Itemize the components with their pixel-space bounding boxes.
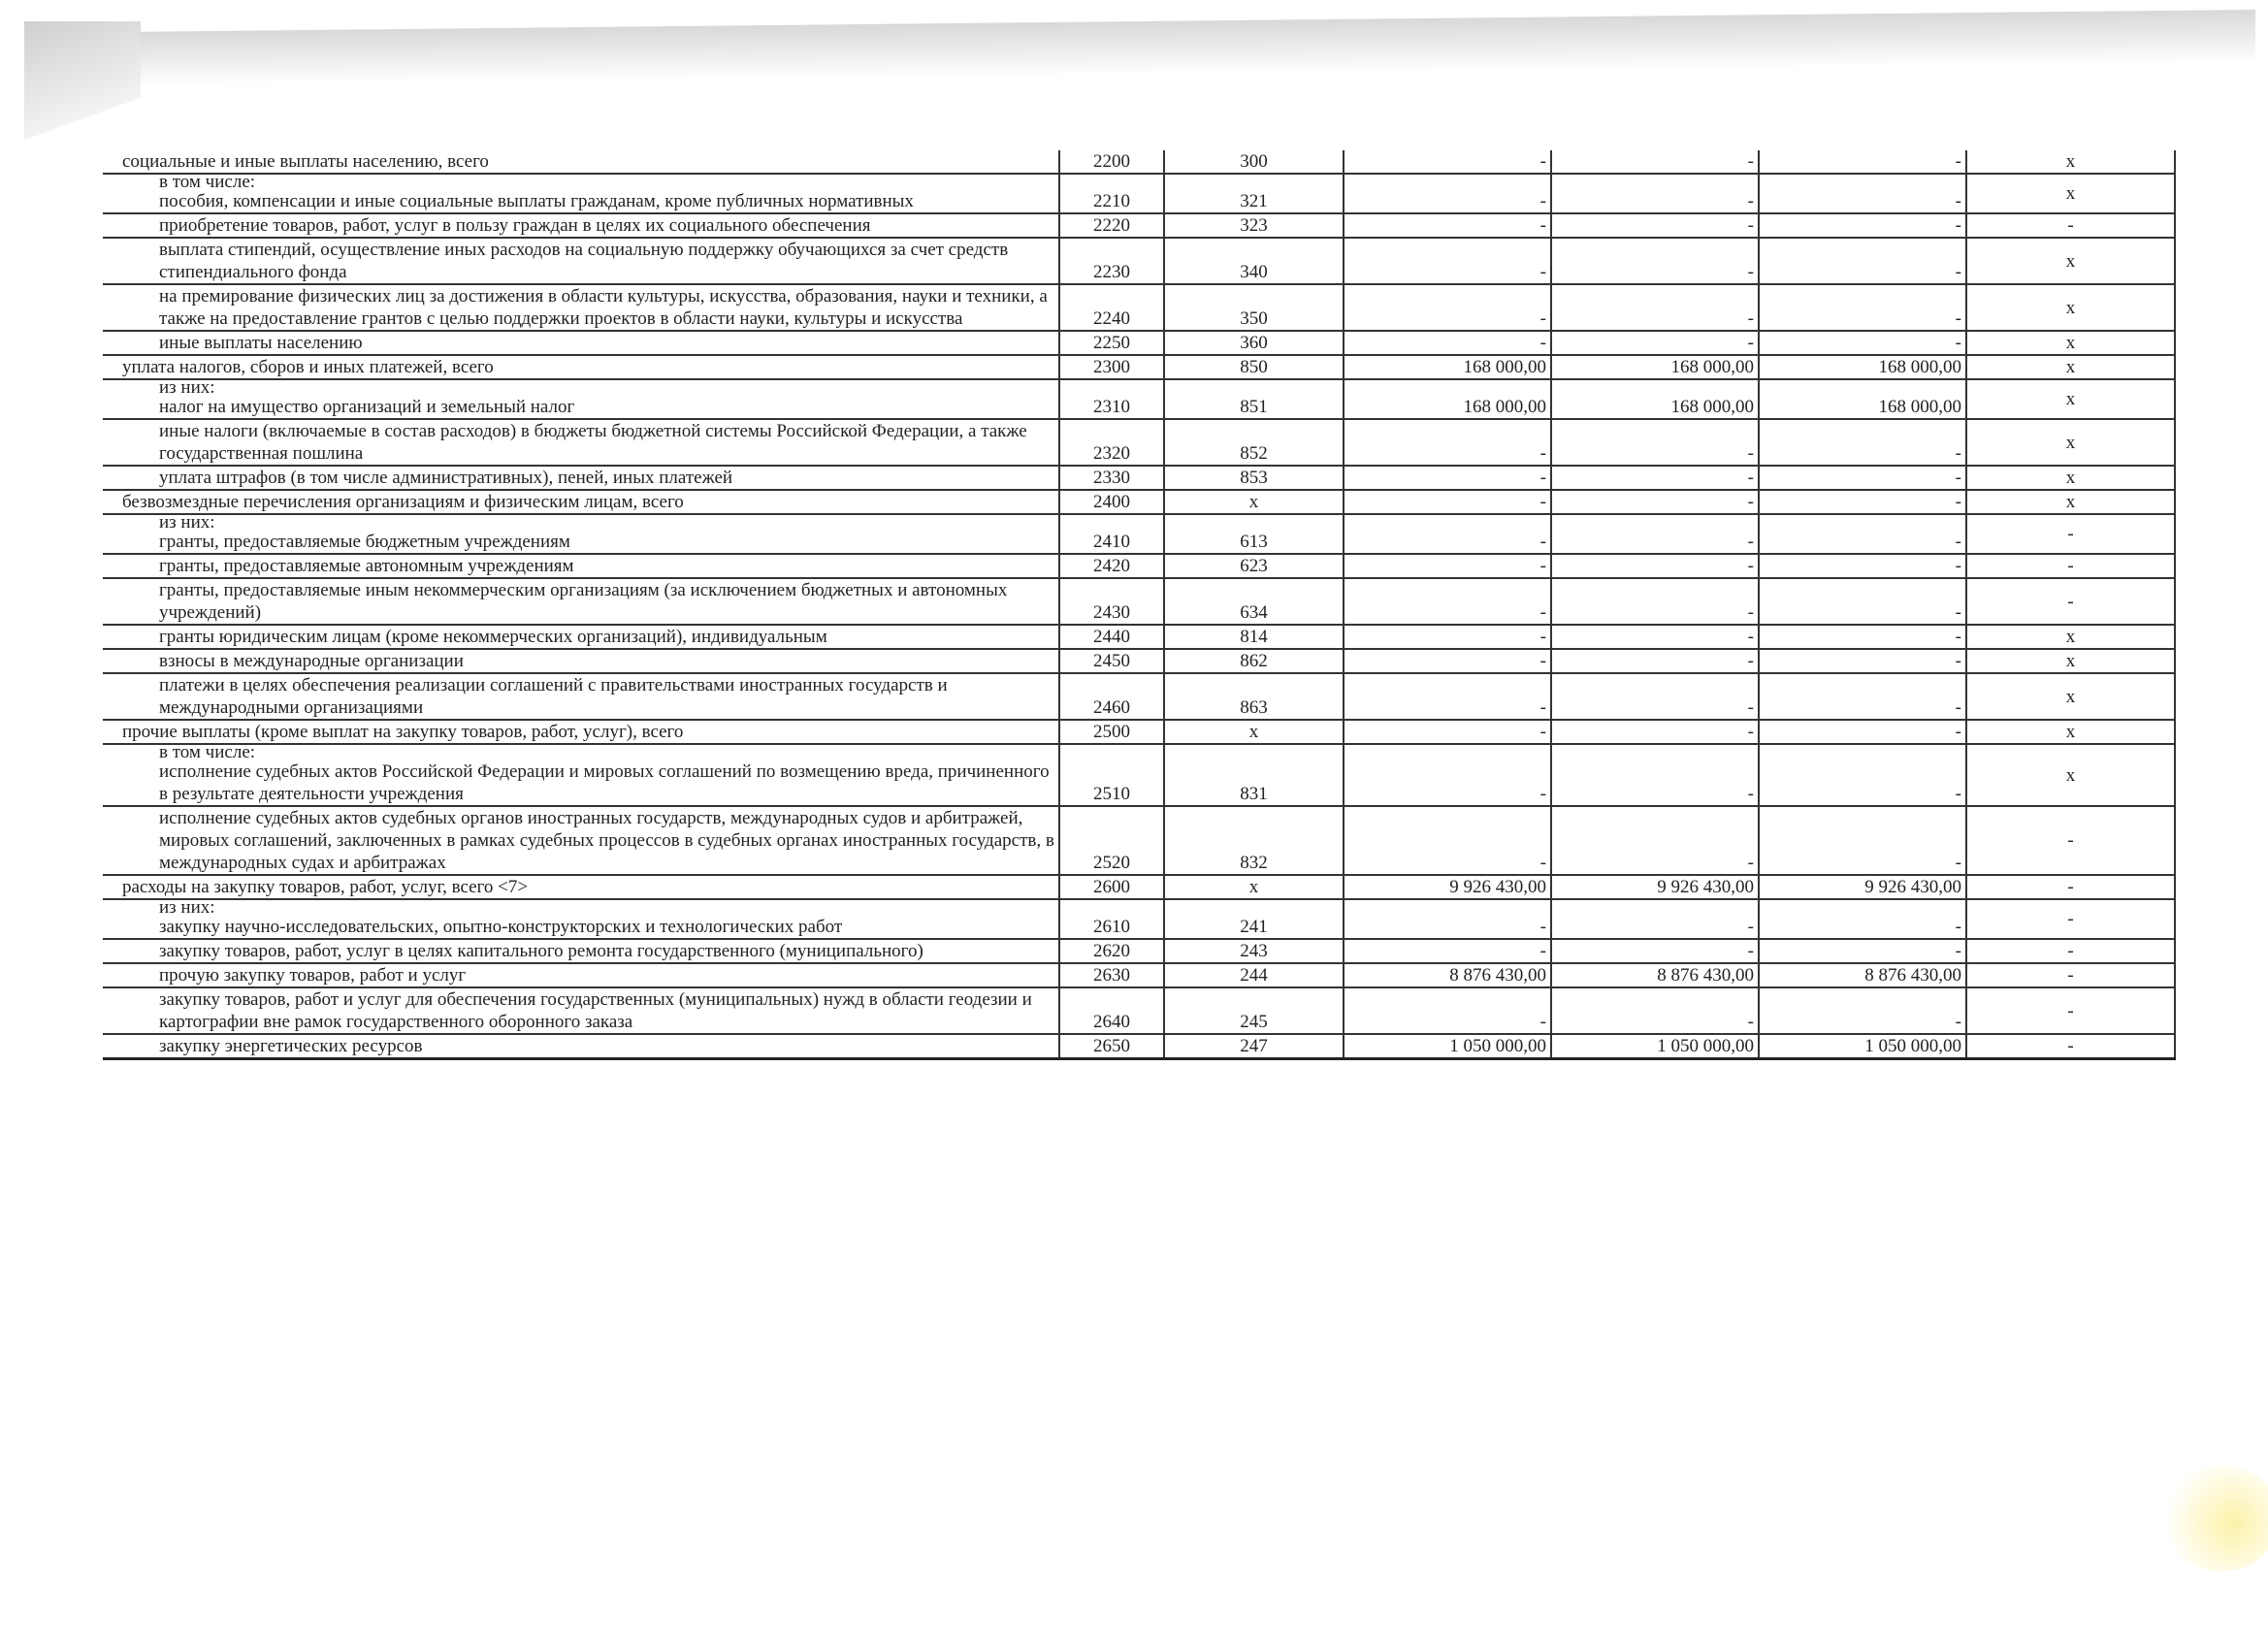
row-value-4-cell: - [1966,213,2175,238]
row-value-2-cell: 9 926 430,00 [1551,875,1759,899]
row-code-cell: 2300 [1059,355,1164,379]
row-prefix-label: в том числе: [159,174,256,192]
row-name-label: закупку товаров, работ и услуг для обеспечения государственных (муниципальных) нужд в области геодезии и картографии вне рамок государственного оборонного заказа [159,989,1032,1032]
row-kbk-cell: 350 [1164,284,1344,331]
row-value-2-cell: - [1551,987,1759,1034]
row-prefix-label: из них: [159,379,215,398]
row-value-1-cell: 168 000,00 [1344,355,1551,379]
row-value-4-cell: x [1966,625,2175,649]
row-name-cell [103,490,1059,514]
row-value-3-cell: - [1759,578,1966,625]
table-row [103,174,2175,213]
row-value-2-cell: - [1551,514,1759,554]
row-code-cell: 2220 [1059,213,1164,238]
row-code-cell: 2460 [1059,673,1164,720]
row-name-label: закупку энергетических ресурсов [159,1036,423,1056]
table-row [103,554,2175,578]
row-value-1-cell: - [1344,649,1551,673]
row-value-4-cell: - [1966,578,2175,625]
row-code-cell: 2450 [1059,649,1164,673]
table-row [103,514,2175,554]
row-value-3-cell: 9 926 430,00 [1759,875,1966,899]
row-value-3-cell: 168 000,00 [1759,355,1966,379]
row-kbk-cell: 623 [1164,554,1344,578]
row-value-4-cell: x [1966,466,2175,490]
row-value-2-cell: - [1551,625,1759,649]
table-row [103,466,2175,490]
row-value-2-cell: - [1551,806,1759,875]
table-row [103,939,2175,963]
row-value-3-cell: - [1759,899,1966,939]
row-name-cell [103,625,1059,649]
row-name-cell [103,150,1059,174]
row-value-3-cell: - [1759,720,1966,744]
table-row [103,720,2175,744]
row-name-cell [103,649,1059,673]
row-value-3-cell: 1 050 000,00 [1759,1034,1966,1059]
row-code-cell: 2240 [1059,284,1164,331]
row-name-cell [103,238,1059,284]
row-name-label: закупку товаров, работ, услуг в целях капитального ремонта государственного (муниципального) [159,941,923,961]
row-value-2-cell: - [1551,490,1759,514]
row-name-cell [103,554,1059,578]
row-value-1-cell: - [1344,939,1551,963]
row-name-cell [103,899,1059,939]
row-value-1-cell: - [1344,150,1551,174]
row-name-label: приобретение товаров, работ, услуг в пользу граждан в целях их социального обеспечения [159,215,871,236]
row-value-3-cell: - [1759,987,1966,1034]
row-value-2-cell: - [1551,939,1759,963]
row-name-cell [103,331,1059,355]
row-name-cell [103,379,1059,419]
row-value-1-cell: - [1344,490,1551,514]
row-value-1-cell: - [1344,174,1551,213]
row-value-3-cell: - [1759,213,1966,238]
row-value-1-cell: - [1344,419,1551,466]
row-value-4-cell: x [1966,150,2175,174]
row-value-4-cell: - [1966,554,2175,578]
row-code-cell: 2200 [1059,150,1164,174]
row-value-1-cell: 1 050 000,00 [1344,1034,1551,1059]
row-code-cell: 2440 [1059,625,1164,649]
row-value-1-cell: - [1344,466,1551,490]
row-code-cell: 2500 [1059,720,1164,744]
row-value-4-cell: x [1966,331,2175,355]
table-row [103,875,2175,899]
row-value-4-cell: - [1966,806,2175,875]
row-value-3-cell: - [1759,466,1966,490]
row-kbk-cell: 321 [1164,174,1344,213]
row-value-3-cell: - [1759,419,1966,466]
row-value-2-cell: 168 000,00 [1551,355,1759,379]
row-kbk-cell: x [1164,490,1344,514]
row-name-label: гранты, предоставляемые иным некоммерческим организациям (за исключением бюджетных и автономных учреждений) [159,580,1008,623]
row-name-cell [103,1034,1059,1059]
row-name-label: платежи в целях обеспечения реализации соглашений с правительствами иностранных государств и международными организациями [159,675,948,718]
row-value-3-cell: 8 876 430,00 [1759,963,1966,987]
row-code-cell: 2230 [1059,238,1164,284]
row-kbk-cell: 247 [1164,1034,1344,1059]
row-name-cell [103,514,1059,554]
row-value-1-cell: - [1344,987,1551,1034]
table-row [103,963,2175,987]
table-row [103,987,2175,1034]
row-name-cell [103,284,1059,331]
row-kbk-cell: 323 [1164,213,1344,238]
table-row [103,238,2175,284]
row-value-2-cell: - [1551,331,1759,355]
row-kbk-cell: 245 [1164,987,1344,1034]
row-value-2-cell: - [1551,238,1759,284]
scan-corner-shadow [24,21,141,147]
row-code-cell: 2310 [1059,379,1164,419]
row-value-2-cell: - [1551,673,1759,720]
row-value-3-cell: - [1759,174,1966,213]
row-value-4-cell: - [1966,899,2175,939]
row-value-2-cell: - [1551,720,1759,744]
row-value-2-cell: - [1551,466,1759,490]
row-value-1-cell: - [1344,806,1551,875]
row-name-label: закупку научно-исследовательских, опытно-конструкторских и технологических работ [159,917,843,937]
expenses-table-body [103,150,2175,1059]
row-code-cell: 2210 [1059,174,1164,213]
row-name-cell [103,419,1059,466]
row-value-1-cell: 9 926 430,00 [1344,875,1551,899]
row-value-1-cell: - [1344,554,1551,578]
row-name-label: пособия, компенсации и иные социальные выплаты гражданам, кроме публичных нормативных [159,191,914,211]
row-code-cell: 2510 [1059,744,1164,806]
table-row [103,578,2175,625]
row-code-cell: 2400 [1059,490,1164,514]
row-name-cell [103,987,1059,1034]
row-value-3-cell: - [1759,744,1966,806]
paper-stain [2163,1465,2268,1571]
row-name-label: налог на имущество организаций и земельный налог [159,397,575,417]
row-value-1-cell: - [1344,331,1551,355]
row-value-4-cell: - [1966,514,2175,554]
row-value-1-cell: - [1344,514,1551,554]
table-row [103,490,2175,514]
row-name-label: иные выплаты населению [159,333,363,353]
row-value-2-cell: 8 876 430,00 [1551,963,1759,987]
row-value-4-cell: - [1966,987,2175,1034]
row-value-2-cell: 1 050 000,00 [1551,1034,1759,1059]
row-kbk-cell: 814 [1164,625,1344,649]
row-value-4-cell: x [1966,490,2175,514]
row-code-cell: 2620 [1059,939,1164,963]
row-kbk-cell: 831 [1164,744,1344,806]
row-kbk-cell: x [1164,720,1344,744]
row-value-2-cell: - [1551,899,1759,939]
row-kbk-cell: 862 [1164,649,1344,673]
row-kbk-cell: 853 [1164,466,1344,490]
row-kbk-cell: 851 [1164,379,1344,419]
row-value-2-cell: - [1551,744,1759,806]
row-name-label: безвозмездные перечисления организациям и физическим лицам, всего [122,492,684,512]
row-name-label: иные налоги (включаемые в состав расходов) в бюджеты бюджетной системы Российской Федерации, а также государственная пошлина [159,421,1027,464]
row-code-cell: 2250 [1059,331,1164,355]
row-value-2-cell: - [1551,174,1759,213]
row-value-4-cell: x [1966,419,2175,466]
row-value-1-cell: - [1344,673,1551,720]
table-row [103,379,2175,419]
row-value-1-cell: - [1344,213,1551,238]
row-code-cell: 2610 [1059,899,1164,939]
row-name-label: прочие выплаты (кроме выплат на закупку товаров, работ, услуг), всего [122,722,684,742]
row-name-label: исполнение судебных актов Российской Федерации и мировых соглашений по возмещению вреда, причиненного в результате деятельности учреждения [159,761,1050,804]
row-name-label: гранты, предоставляемые автономным учреждениям [159,556,574,576]
row-kbk-cell: 613 [1164,514,1344,554]
row-value-4-cell: - [1966,939,2175,963]
row-code-cell: 2330 [1059,466,1164,490]
row-name-cell [103,213,1059,238]
row-kbk-cell: x [1164,875,1344,899]
row-value-4-cell: - [1966,1034,2175,1059]
row-name-label: прочую закупку товаров, работ и услуг [159,965,467,986]
row-name-cell [103,875,1059,899]
row-kbk-cell: 340 [1164,238,1344,284]
expenses-table [103,150,2176,1060]
row-name-cell [103,806,1059,875]
row-value-3-cell: - [1759,806,1966,875]
table-row [103,150,2175,174]
table-row [103,213,2175,238]
row-value-3-cell: - [1759,150,1966,174]
row-name-cell [103,744,1059,806]
row-value-4-cell: x [1966,649,2175,673]
row-name-cell [103,673,1059,720]
row-name-cell [103,963,1059,987]
row-value-1-cell: - [1344,578,1551,625]
row-kbk-cell: 300 [1164,150,1344,174]
row-code-cell: 2410 [1059,514,1164,554]
row-value-3-cell: - [1759,238,1966,284]
row-kbk-cell: 243 [1164,939,1344,963]
row-name-cell [103,578,1059,625]
row-name-label: уплата штрафов (в том числе административных), пеней, иных платежей [159,468,733,488]
row-kbk-cell: 244 [1164,963,1344,987]
row-name-cell [103,355,1059,379]
table-row [103,1034,2175,1059]
row-kbk-cell: 634 [1164,578,1344,625]
table-row [103,744,2175,806]
row-kbk-cell: 863 [1164,673,1344,720]
row-value-3-cell: - [1759,331,1966,355]
row-value-1-cell: 8 876 430,00 [1344,963,1551,987]
row-name-label: гранты юридическим лицам (кроме некоммерческих организаций), индивидуальным [159,627,827,647]
row-value-3-cell: - [1759,514,1966,554]
row-value-3-cell: - [1759,490,1966,514]
row-value-1-cell: - [1344,238,1551,284]
row-value-2-cell: - [1551,213,1759,238]
row-value-3-cell: - [1759,284,1966,331]
row-value-2-cell: - [1551,554,1759,578]
row-value-4-cell: x [1966,379,2175,419]
row-value-4-cell: x [1966,355,2175,379]
row-value-1-cell: 168 000,00 [1344,379,1551,419]
row-value-3-cell: - [1759,939,1966,963]
row-value-3-cell: - [1759,649,1966,673]
row-value-2-cell: - [1551,419,1759,466]
row-name-label: на премирование физических лиц за достижения в области культуры, искусства, образования, науки и техники, а также на предоставление грантов с целью поддержки проектов в области науки, культуры и искусства [159,286,1048,329]
row-value-1-cell: - [1344,284,1551,331]
row-name-label: взносы в международные организации [159,651,464,671]
row-value-4-cell: x [1966,284,2175,331]
row-value-1-cell: - [1344,899,1551,939]
row-code-cell: 2430 [1059,578,1164,625]
table-row [103,419,2175,466]
row-kbk-cell: 360 [1164,331,1344,355]
row-value-2-cell: - [1551,578,1759,625]
table-row [103,649,2175,673]
table-row [103,355,2175,379]
row-code-cell: 2420 [1059,554,1164,578]
row-value-3-cell: - [1759,554,1966,578]
row-value-3-cell: - [1759,673,1966,720]
row-kbk-cell: 832 [1164,806,1344,875]
row-name-label: социальные и иные выплаты населению, всего [122,151,489,172]
row-value-4-cell: x [1966,238,2175,284]
row-value-3-cell: 168 000,00 [1759,379,1966,419]
row-prefix-label: из них: [159,899,215,918]
row-value-4-cell: x [1966,744,2175,806]
row-kbk-cell: 850 [1164,355,1344,379]
row-code-cell: 2640 [1059,987,1164,1034]
row-value-4-cell: x [1966,673,2175,720]
row-value-3-cell: - [1759,625,1966,649]
row-value-1-cell: - [1344,720,1551,744]
row-code-cell: 2600 [1059,875,1164,899]
row-name-label: расходы на закупку товаров, работ, услуг, всего <7> [122,877,529,897]
row-name-cell [103,720,1059,744]
row-value-4-cell: - [1966,875,2175,899]
row-value-2-cell: - [1551,284,1759,331]
row-name-cell [103,466,1059,490]
row-code-cell: 2630 [1059,963,1164,987]
row-name-cell [103,174,1059,213]
row-value-2-cell: - [1551,649,1759,673]
row-value-4-cell: x [1966,720,2175,744]
row-prefix-label: из них: [159,514,215,533]
table-row [103,284,2175,331]
row-name-label: исполнение судебных актов судебных органов иностранных государств, международных судов и арбитражей, мировых соглашений, заключенных в рамках судебных процессов в судебных органах иностранных государств, в международных судах и арбитражах [159,808,1054,873]
row-value-4-cell: - [1966,963,2175,987]
row-name-cell [103,939,1059,963]
row-kbk-cell: 241 [1164,899,1344,939]
row-value-1-cell: - [1344,625,1551,649]
row-value-2-cell: 168 000,00 [1551,379,1759,419]
table-row [103,673,2175,720]
row-prefix-label: в том числе: [159,744,256,762]
table-row [103,899,2175,939]
row-value-1-cell: - [1344,744,1551,806]
table-row [103,625,2175,649]
row-code-cell: 2520 [1059,806,1164,875]
row-name-label: выплата стипендий, осуществление иных расходов на социальную поддержку обучающихся за счет средств стипендиального фонда [159,240,1009,282]
table-row [103,806,2175,875]
table-row [103,331,2175,355]
row-value-2-cell: - [1551,150,1759,174]
row-value-4-cell: x [1966,174,2175,213]
row-name-label: гранты, предоставляемые бюджетным учреждениям [159,532,570,552]
row-code-cell: 2320 [1059,419,1164,466]
row-code-cell: 2650 [1059,1034,1164,1059]
row-name-label: уплата налогов, сборов и иных платежей, всего [122,357,494,377]
row-kbk-cell: 852 [1164,419,1344,466]
